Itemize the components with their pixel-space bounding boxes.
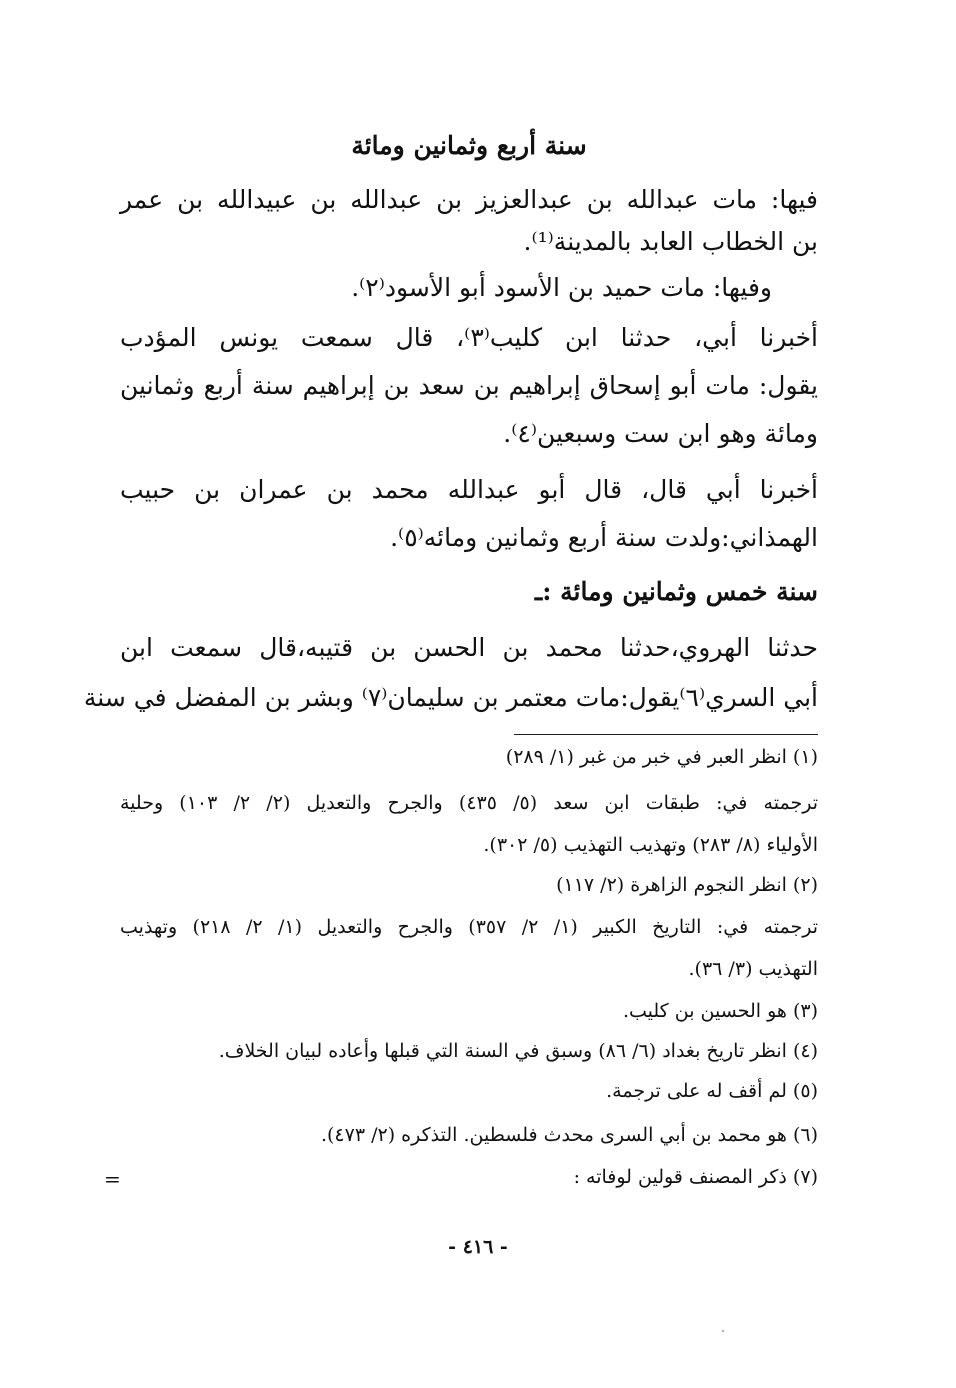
footnote-1-biography-line-1: ترجمته في: طبقات ابن سعد (٥/ ٤٣٥) والجرح والتعديل (٢/ ٢/ ١٠٣) وحلية (120, 792, 818, 814)
footnote-5: (٥) لم أقف له على ترجمة. (606, 1080, 818, 1102)
body-line-10: أبي السري⁽٦⁾يقول:مات معتمر بن سليمان⁽٧⁾ وبشر بن المفضل في سنة (83, 683, 818, 712)
page-number: - ٤١٦ - (448, 1236, 508, 1258)
body-line-2: بن الخطاب العابد بالمدينة⁽¹⁾. (523, 227, 818, 256)
footnote-separator (514, 734, 818, 735)
footnote-2-biography-line-2: التهذيب (٣/ ٣٦). (688, 958, 818, 980)
footnote-4: (٤) انظر تاريخ بغداد (٦/ ٨٦) وسبق في السنة التي قبلها وأعاده لبيان الخلاف. (218, 1040, 818, 1062)
body-line-3: وفيها: مات حميد بن الأسود أبو الأسود⁽٢⁾. (351, 273, 772, 302)
section-heading-year-185: سنة خمس وثمانين ومائة :ـ (534, 577, 818, 606)
footnote-1-biography-line-2: الأولياء (٨/ ٢٨٣) وتهذيب التهذيب (٥/ ٣٠٢). (483, 834, 818, 856)
footnote-7: (٧) ذكر المصنف قولين لوفاته : (573, 1166, 818, 1188)
body-line-9: حدثنا الهروي،حدثنا محمد بن الحسن بن قتيبه،قال سمعت ابن (120, 633, 818, 662)
section-heading-year-184: سنة أربع وثمانين ومائة (351, 131, 587, 160)
footnote-1: (١) انظر العبر في خبر من غبر (١/ ٢٨٩) (505, 746, 818, 768)
body-line-1: فيها: مات عبدالله بن عبدالعزيز بن عبدالله بن عبيدالله بن عمر (120, 185, 818, 214)
scan-speck (722, 1330, 724, 1332)
body-line-4: أخبرنا أبي، حدثنا ابن كليب⁽٣⁾، قال سمعت يونس المؤدب (120, 323, 818, 352)
footnote-2-biography-line-1: ترجمته في: التاريخ الكبير (١/ ٢/ ٣٥٧) والجرح والتعديل (١/ ٢/ ٢١٨) وتهذيب (120, 916, 818, 938)
body-line-7: أخبرنا أبي قال، قال أبو عبدالله محمد بن عمران بن حبيب (120, 475, 818, 504)
footnote-3: (٣) هو الحسين بن كليب. (622, 1000, 818, 1022)
body-line-6: ومائة وهو ابن ست وسبعين⁽٤⁾. (503, 419, 818, 448)
footnote-6: (٦) هو محمد بن أبي السرى محدث فلسطين. التذكره (٢/ ٤٧٣). (320, 1124, 818, 1146)
body-line-8: الهمذاني:ولدت سنة أربع وثمانين ومائه⁽٥⁾. (390, 523, 818, 552)
continuation-mark: = (104, 1167, 121, 1191)
footnote-2: (٢) انظر النجوم الزاهرة (٢/ ١١٧) (556, 874, 818, 896)
body-line-5: يقول: مات أبو إسحاق إبراهيم بن سعد بن إبراهيم سنة أربع وثمانين (120, 371, 818, 400)
